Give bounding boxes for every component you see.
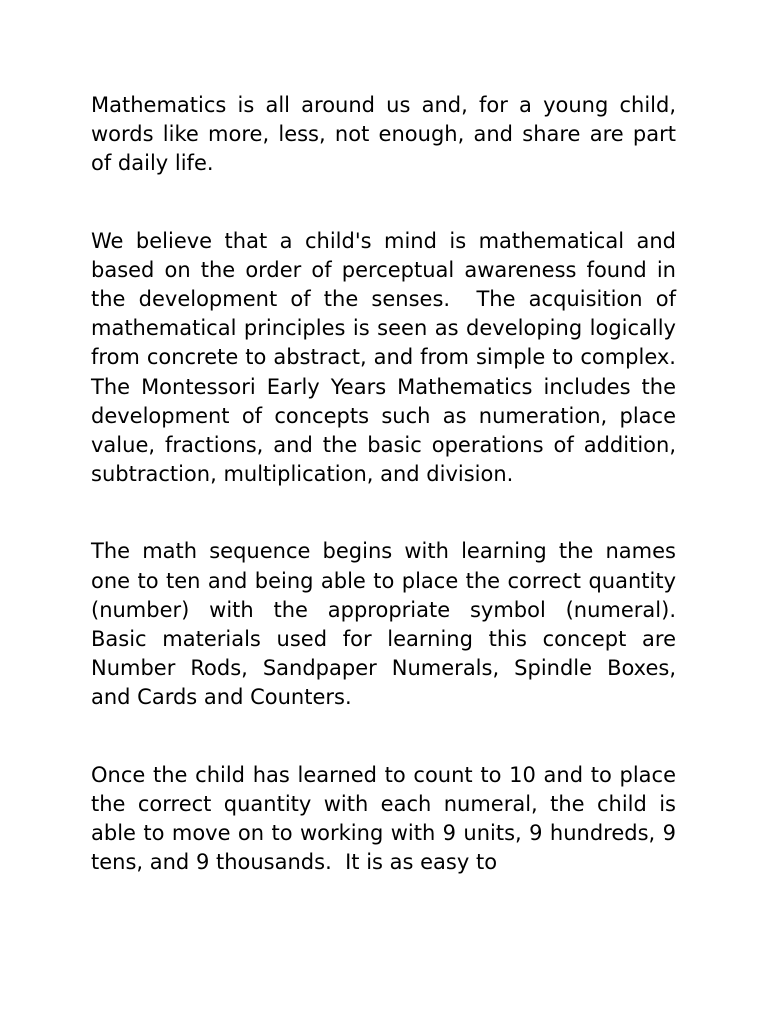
paragraph-intro: Mathematics is all around us and, for a young child, words like more, less, not enough, and share are part of daily life. — [91, 93, 683, 176]
paragraph-math-sequence: The math sequence begins with learning the names one to ten and being able to place the correct quantity (number) with the appropriate symbol (numeral). Basic materials used for learning this concept are Number Rods, Sandpaper Numerals, Spindle Boxes, and Cards and Counters. — [91, 539, 690, 710]
paragraph-counting-progression: Once the child has learned to count to 10 and to place the correct quantity with each numeral, the child is able to move on to working with 9 units, 9 hundreds, 9 tens, and 9 thousands. It is as easy to — [91, 762, 683, 875]
document-page — [91, 91, 690, 925]
paragraph-mathematical-mind: We believe that a child's mind is mathematical and based on the order of perceptual awareness found in the development of the senses. The acquisition of mathematical principles is seen as developing logically from concrete to abstract, and from simple to complex. The Montessori Early Years Mathematics includes the development of concepts such as numeration, place value, fractions, and the basic operations of addition, subtraction, multiplication, and division. — [91, 228, 690, 487]
